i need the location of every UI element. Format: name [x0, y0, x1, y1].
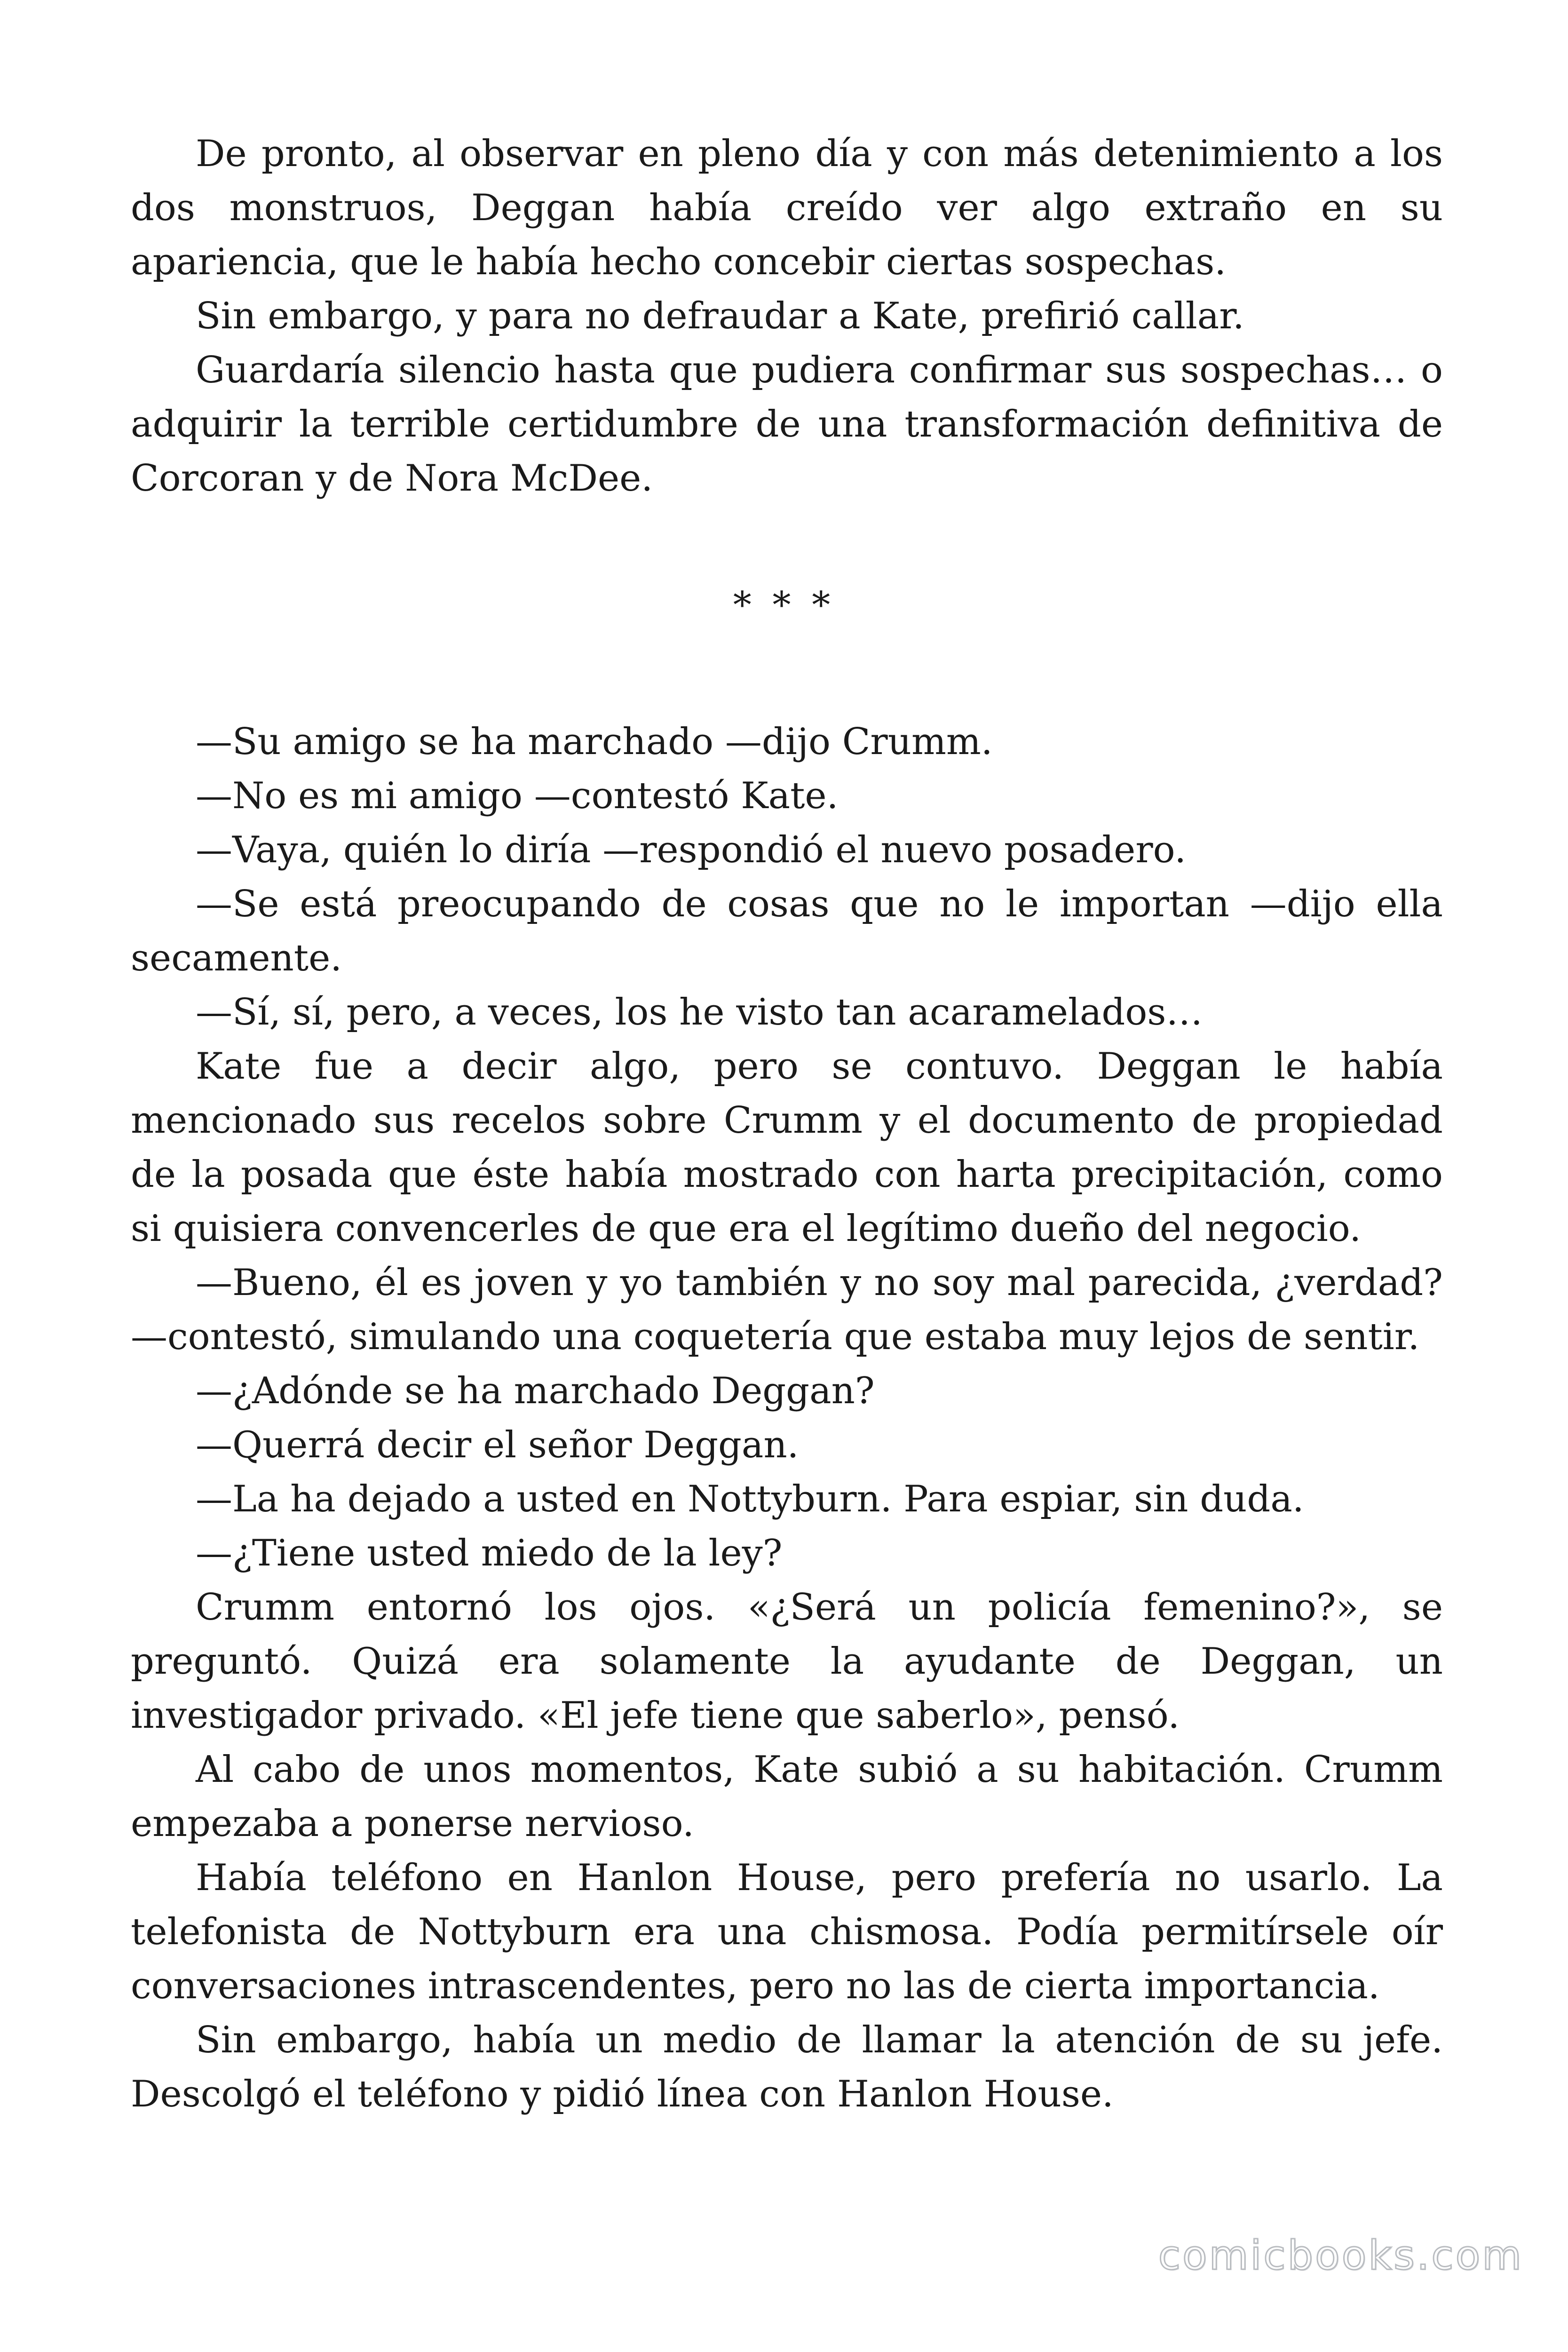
paragraph: —Sí, sí, pero, a veces, los he visto tan acaramelados…: [196, 991, 1203, 1033]
paragraph: Al cabo de unos momentos, Kate subió a su habitación. Crumm empezaba a ponerse nervioso.: [131, 1748, 1443, 1845]
paragraph: —Su amigo se ha marchado —dijo Crumm.: [196, 721, 993, 763]
section-after-separator: [131, 715, 1443, 2122]
paragraph: —¿Adónde se ha marchado Deggan?: [196, 1370, 875, 1412]
paragraph: Sin embargo, y para no defraudar a Kate, prefirió callar.: [196, 295, 1244, 337]
paragraph: Sin embargo, había un medio de llamar la atención de su jefe. Descolgó el teléfono y pidió línea con Hanlon House.: [131, 2019, 1443, 2115]
paragraph: De pronto, al observar en pleno día y con más detenimiento a los dos monstruos, Deggan había creído ver algo extraño en su apariencia, que le había hecho concebir ciertas sospechas.: [131, 133, 1443, 283]
paragraph: Crumm entornó los ojos. «¿Será un policía femenino?», se preguntó. Quizá era solamente la ayudante de Deggan, un investigador privado. «El jefe tiene que saberlo», pensó.: [131, 1586, 1443, 1737]
scene-separator: * * *: [733, 584, 835, 627]
paragraph: —No es mi amigo —contestó Kate.: [196, 775, 839, 817]
paragraph: Kate fue a decir algo, pero se contuvo. Deggan le había mencionado sus recelos sobre Crumm y el documento de propiedad de la posada que éste había mostrado con harta precipitación, como si quisiera convencerles de que era el legítimo dueño del negocio.: [131, 1045, 1443, 1250]
section-before-separator: [131, 127, 1443, 506]
paragraph: —Querrá decir el señor Deggan.: [196, 1424, 799, 1466]
paragraph: Guardaría silencio hasta que pudiera confirmar sus sospechas… o adquirir la terrible certidumbre de una transformación definitiva de Corcoran y de Nora McDee.: [131, 349, 1443, 500]
paragraph: Había teléfono en Hanlon House, pero prefería no usarlo. La telefonista de Nottyburn era una chismosa. Podía permitírsele oír conversaciones intrascendentes, pero no las de cierta importancia.: [131, 1857, 1443, 2007]
paragraph: —Se está preocupando de cosas que no le importan —dijo ella secamente.: [131, 883, 1443, 979]
paragraph: —Bueno, él es joven y yo también y no soy mal parecida, ¿verdad? —contestó, simulando una coquetería que estaba muy lejos de sentir.: [131, 1262, 1443, 1358]
watermark: comicbooks.com: [1158, 2232, 1523, 2279]
paragraph: —Vaya, quién lo diría —respondió el nuevo posadero.: [196, 829, 1186, 871]
paragraph: —La ha dejado a usted en Nottyburn. Para espiar, sin duda.: [196, 1478, 1304, 1520]
paragraph: —¿Tiene usted miedo de la ley?: [196, 1532, 783, 1574]
